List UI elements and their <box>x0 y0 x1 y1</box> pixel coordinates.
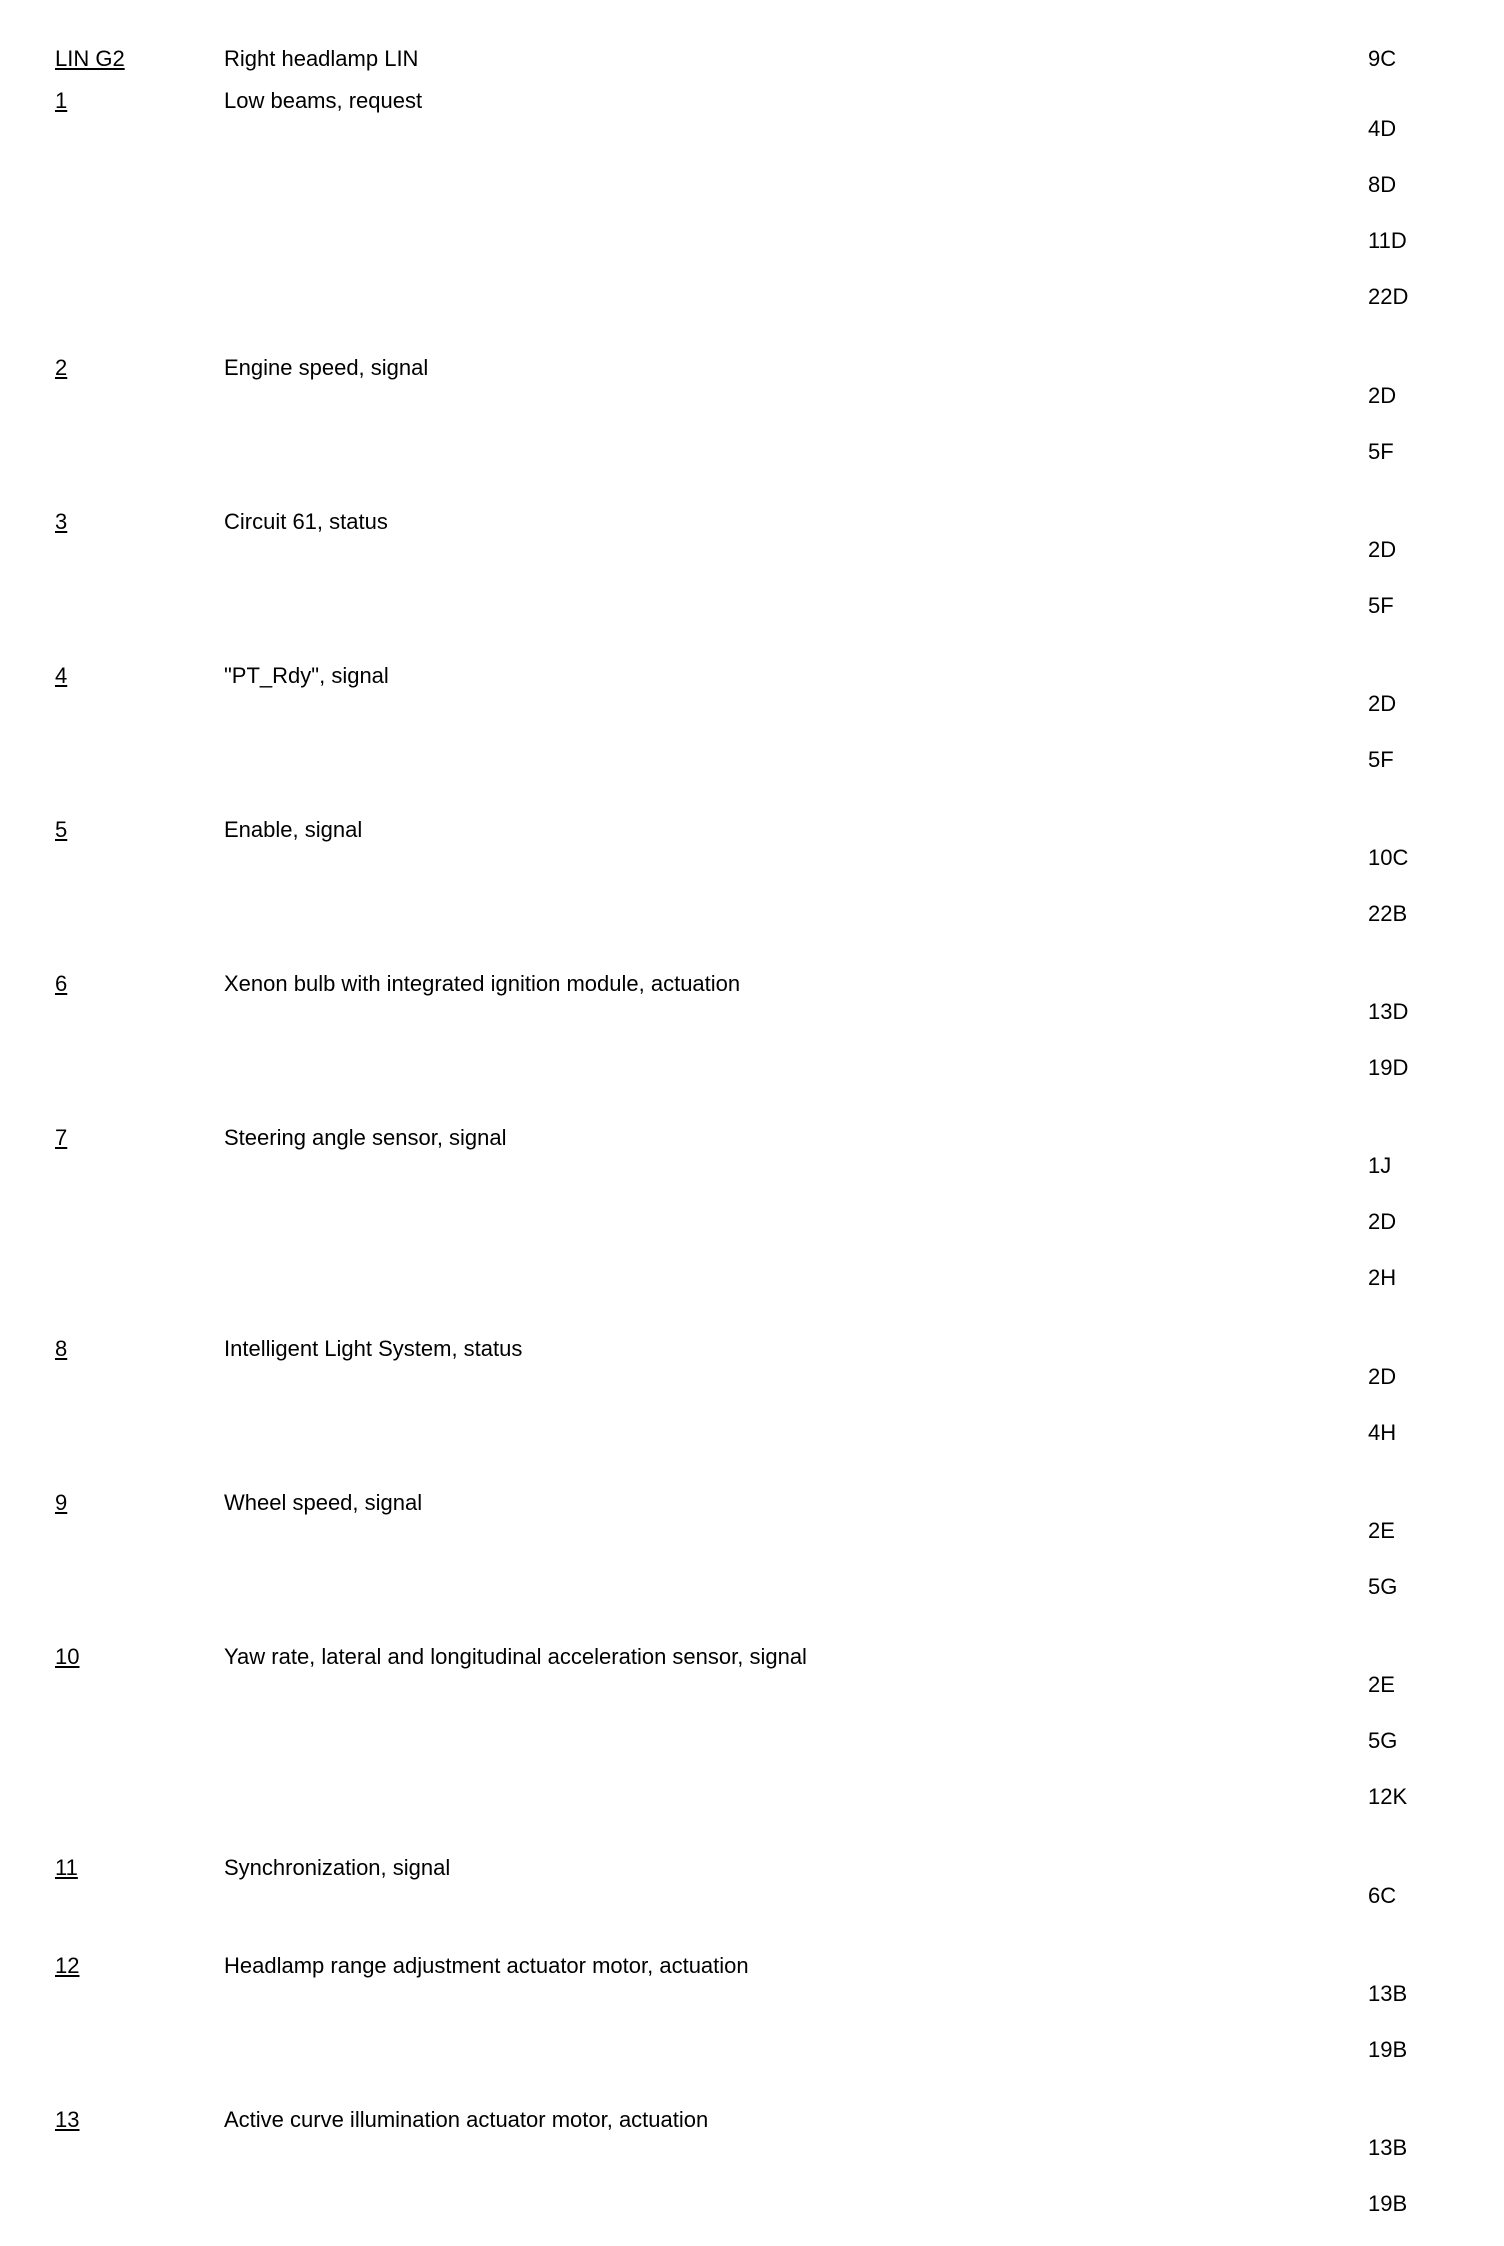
legend-entry-11 <box>55 1854 1455 1938</box>
ref-item: 8D <box>1368 172 1397 197</box>
entry-references <box>1368 1854 1455 1938</box>
entry-references <box>1368 2106 1455 2246</box>
entry-code-link[interactable]: 12 <box>55 1953 80 1978</box>
ref-item: 2D <box>1368 537 1397 562</box>
entry-references <box>1368 1643 1455 1839</box>
ref-item: 5F <box>1368 593 1394 618</box>
entry-code-link[interactable]: 11 <box>55 1855 78 1880</box>
ref-item: 2D <box>1368 691 1397 716</box>
entry-code-link[interactable]: 6 <box>55 971 68 996</box>
entry-description: Xenon bulb with integrated ignition module, actuation <box>224 971 741 996</box>
ref-item: 5G <box>1368 1728 1398 1753</box>
ref-item: 10C <box>1368 845 1409 870</box>
entry-references <box>1368 816 1455 956</box>
entry-references <box>1368 1124 1455 1320</box>
entry-references <box>1368 87 1455 339</box>
entry-code-link[interactable]: LIN G2 <box>55 46 125 71</box>
ref-item: 13B <box>1368 1981 1408 2006</box>
entry-description: Wheel speed, signal <box>224 1490 423 1515</box>
ref-item: 13D <box>1368 999 1409 1024</box>
ref-item: 2D <box>1368 1364 1397 1389</box>
signal-legend-list <box>55 45 1455 2246</box>
legend-entry-1 <box>55 87 1455 339</box>
entry-description: Circuit 61, status <box>224 509 388 534</box>
entry-code-link[interactable]: 9 <box>55 1490 68 1515</box>
legend-entry-5 <box>55 816 1455 956</box>
ref-item: 4D <box>1368 116 1397 141</box>
legend-entry-3 <box>55 508 1455 648</box>
entry-code-link[interactable]: 4 <box>55 663 68 688</box>
entry-description: Headlamp range adjustment actuator motor, actuation <box>224 1953 749 1978</box>
entry-description: Synchronization, signal <box>224 1855 451 1880</box>
entry-references <box>1368 1952 1455 2092</box>
ref-item: 6C <box>1368 1883 1397 1908</box>
entry-description: Intelligent Light System, status <box>224 1336 523 1361</box>
entry-references <box>1368 1489 1455 1629</box>
ref-item: 22B <box>1368 901 1408 926</box>
ref-item: 2E <box>1368 1672 1395 1697</box>
ref-item: 12K <box>1368 1784 1408 1809</box>
legend-entry-lin-g2 <box>55 45 1455 73</box>
ref-item: 2H <box>1368 1265 1397 1290</box>
legend-entry-4 <box>55 662 1455 802</box>
entry-references <box>1368 508 1455 648</box>
entry-description: Low beams, request <box>224 88 423 113</box>
legend-entry-9 <box>55 1489 1455 1629</box>
entry-description: Engine speed, signal <box>224 355 429 380</box>
entry-description: Active curve illumination actuator motor, actuation <box>224 2107 709 2132</box>
entry-references <box>1368 970 1455 1110</box>
entry-code-link[interactable]: 3 <box>55 509 68 534</box>
legend-entry-13 <box>55 2106 1455 2246</box>
entry-references <box>1368 1335 1455 1475</box>
legend-entry-10 <box>55 1643 1455 1839</box>
entry-description: Right headlamp LIN <box>224 46 419 71</box>
entry-references <box>1368 662 1455 802</box>
entry-code-link[interactable]: 5 <box>55 817 68 842</box>
entry-code-link[interactable]: 7 <box>55 1125 68 1150</box>
ref-item: 1J <box>1368 1153 1392 1178</box>
entry-code-link[interactable]: 10 <box>55 1644 80 1669</box>
ref-item: 13B <box>1368 2135 1408 2160</box>
entry-code-link[interactable]: 2 <box>55 355 68 380</box>
entry-references <box>1368 45 1455 73</box>
ref-item: 2D <box>1368 1209 1397 1234</box>
ref-item: 2D <box>1368 383 1397 408</box>
ref-item: 22D <box>1368 284 1409 309</box>
ref-item: 5F <box>1368 747 1394 772</box>
ref-item: 9C <box>1368 46 1397 71</box>
ref-item: 19D <box>1368 1055 1409 1080</box>
ref-item: 5G <box>1368 1574 1398 1599</box>
legend-entry-6 <box>55 970 1455 1110</box>
legend-entry-8 <box>55 1335 1455 1475</box>
legend-entry-2 <box>55 354 1455 494</box>
ref-item: 4H <box>1368 1420 1397 1445</box>
entry-description: Enable, signal <box>224 817 363 842</box>
ref-item: 5F <box>1368 439 1394 464</box>
ref-item: 19B <box>1368 2037 1408 2062</box>
ref-item: 2E <box>1368 1518 1395 1543</box>
entry-references <box>1368 354 1455 494</box>
entry-description: Steering angle sensor, signal <box>224 1125 507 1150</box>
ref-item: 11D <box>1368 228 1407 253</box>
legend-entry-7 <box>55 1124 1455 1320</box>
entry-description: Yaw rate, lateral and longitudinal acceleration sensor, signal <box>224 1644 807 1669</box>
entry-code-link[interactable]: 1 <box>55 88 68 113</box>
ref-item: 19B <box>1368 2191 1408 2216</box>
entry-code-link[interactable]: 8 <box>55 1336 68 1361</box>
legend-entry-12 <box>55 1952 1455 2092</box>
entry-description: "PT_Rdy", signal <box>224 663 389 688</box>
entry-code-link[interactable]: 13 <box>55 2107 80 2132</box>
